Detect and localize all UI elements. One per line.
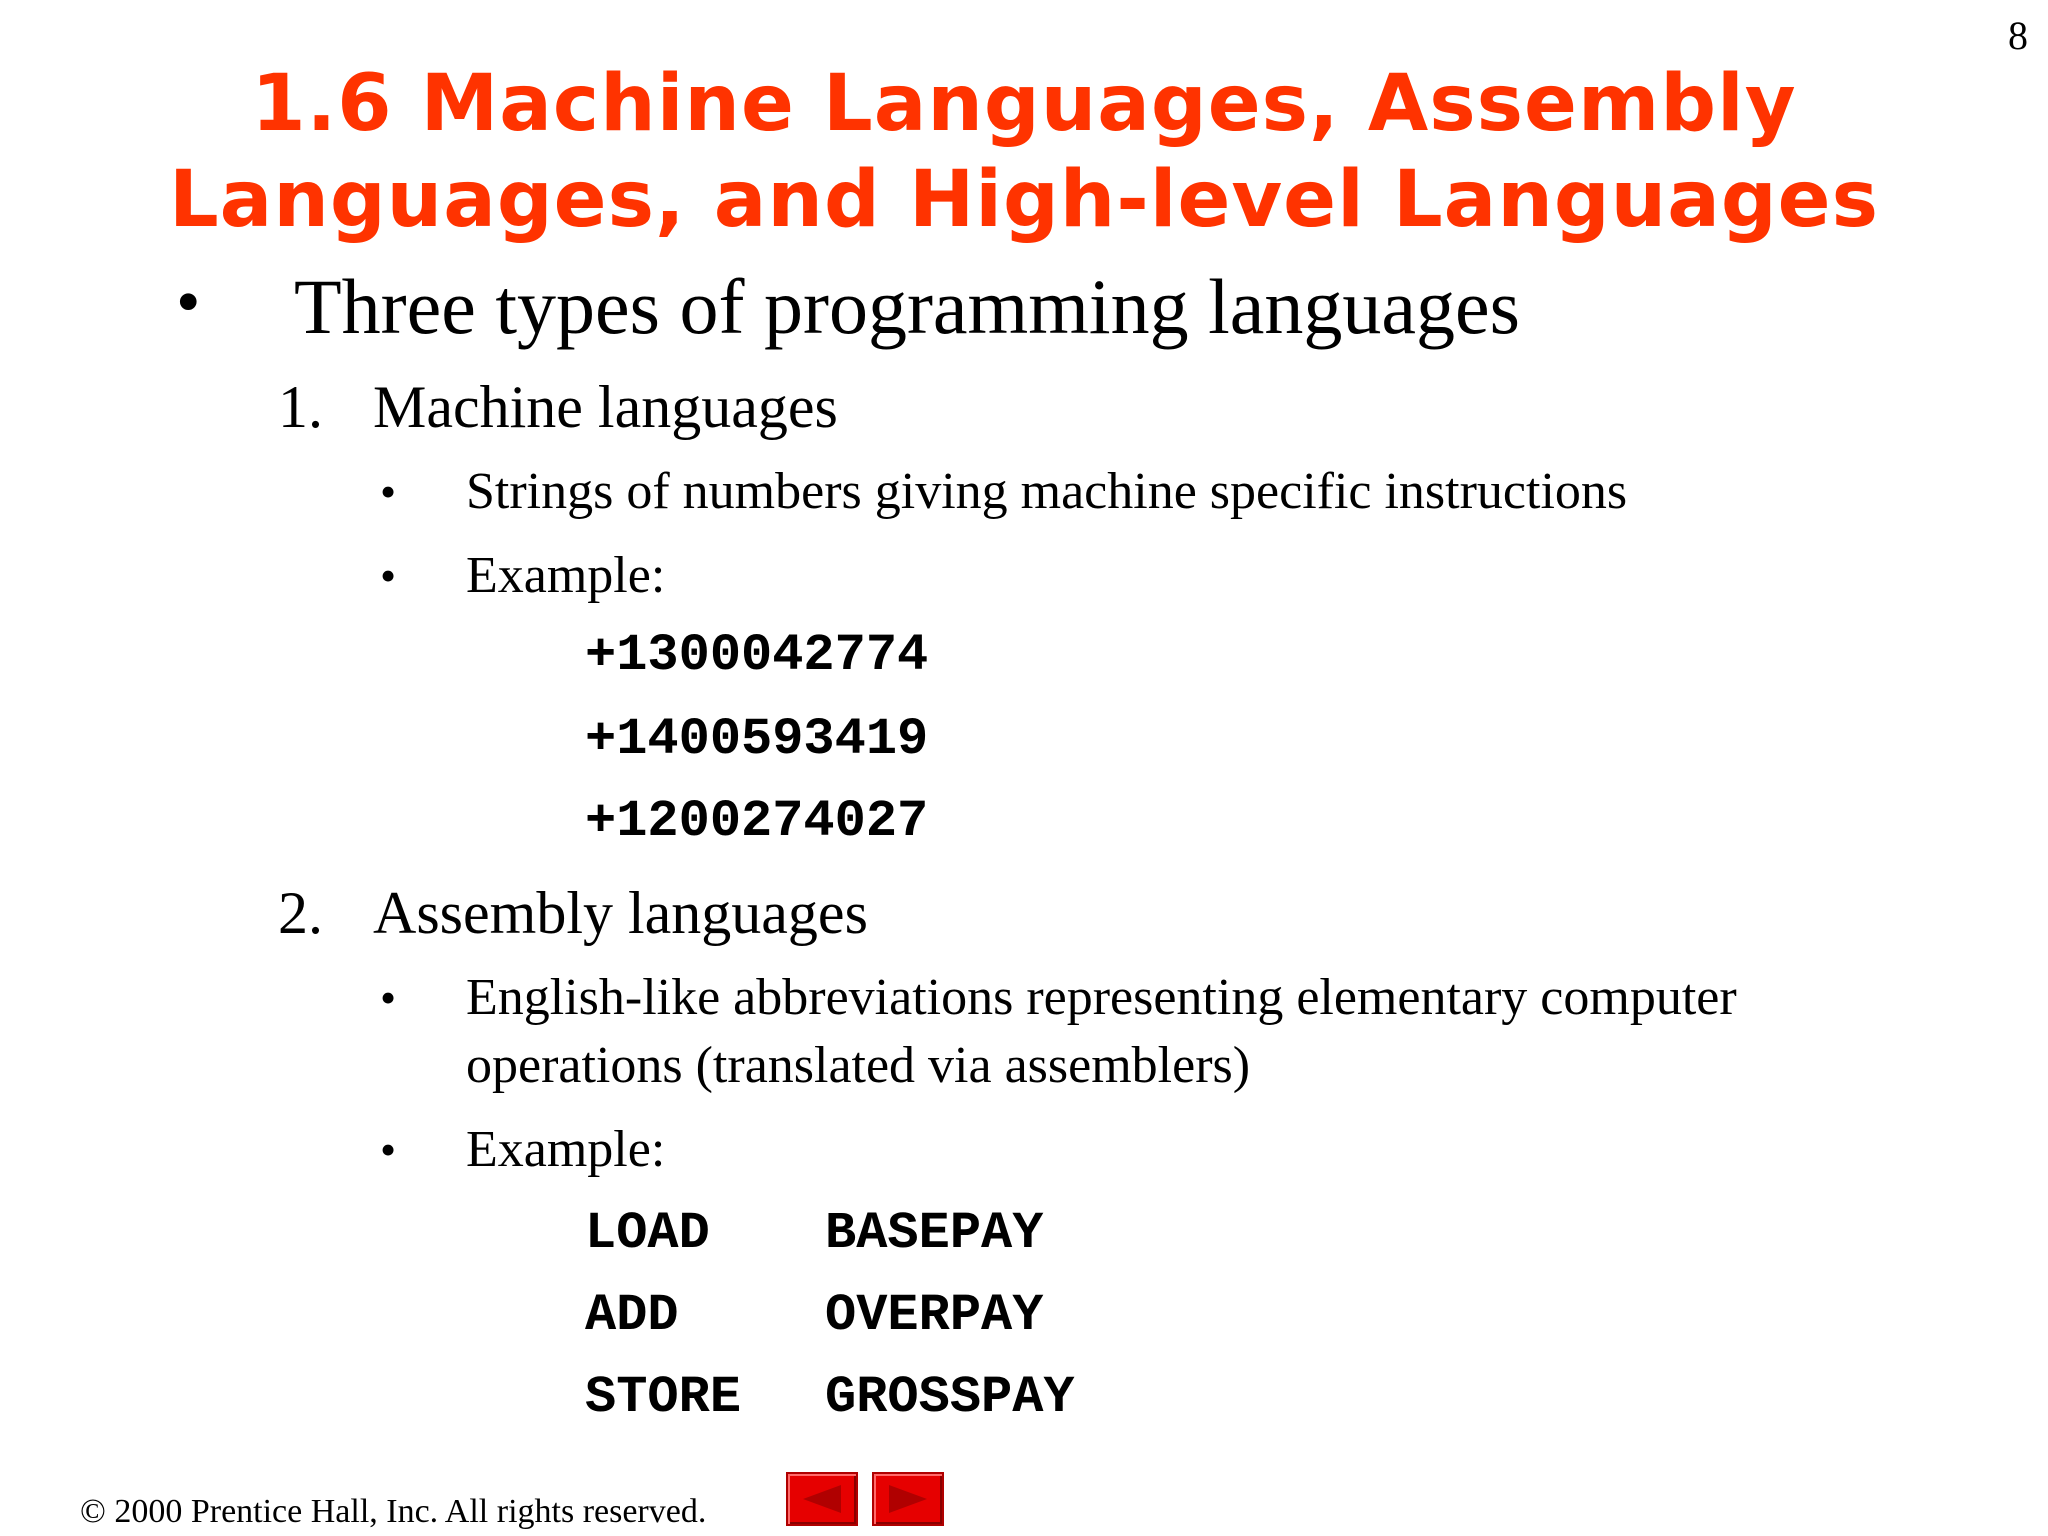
code-line: +1400593419 (585, 710, 929, 769)
slide-title-line-2: Languages, and High-level Languages (168, 155, 1880, 245)
slide-title-line-1: 1.6 Machine Languages, Assembly (251, 59, 1797, 149)
code-operand: OVERPAY (825, 1286, 1044, 1345)
code-line (585, 1204, 1044, 1264)
sub-point-text: Example: (466, 1121, 666, 1178)
code-instruction: STORE (585, 1368, 742, 1427)
section-number: 2. (278, 880, 323, 946)
section-number: 1. (278, 374, 323, 440)
code-line (585, 1368, 1075, 1428)
sub-point-text: operations (translated via assemblers) (466, 1037, 1251, 1094)
triangle-right-icon (885, 1483, 931, 1515)
page-number: 8 (2008, 13, 2028, 58)
previous-slide-button[interactable] (786, 1472, 858, 1526)
slide-title (0, 56, 2048, 248)
sub-point-text: Strings of numbers giving machine specific instructions (466, 463, 1628, 520)
sub-point-text: English-like abbreviations representing elementary computer (466, 969, 1737, 1026)
code-operand: GROSSPAY (825, 1368, 1075, 1427)
copyright-footer: © 2000 Prentice Hall, Inc. All rights reserved. (80, 1493, 707, 1530)
code-line (585, 1286, 1044, 1346)
bullet-dot-icon: • (380, 1124, 397, 1175)
code-line: +1200274027 (585, 792, 929, 851)
bullet-dot-icon: • (176, 264, 201, 341)
bullet-dot-icon: • (380, 550, 397, 601)
bullet-dot-icon: • (380, 466, 397, 517)
code-line: +1300042774 (585, 626, 929, 685)
triangle-left-icon (799, 1483, 845, 1515)
code-operand: BASEPAY (825, 1204, 1044, 1263)
section-heading: Assembly languages (373, 880, 868, 946)
bullet-dot-icon: • (380, 972, 397, 1023)
code-instruction: LOAD (585, 1204, 710, 1263)
main-bullet-text: Three types of programming languages (294, 263, 1520, 350)
section-heading: Machine languages (373, 374, 838, 440)
sub-point-text: Example: (466, 547, 666, 604)
code-instruction: ADD (585, 1286, 679, 1345)
next-slide-button[interactable] (872, 1472, 944, 1526)
